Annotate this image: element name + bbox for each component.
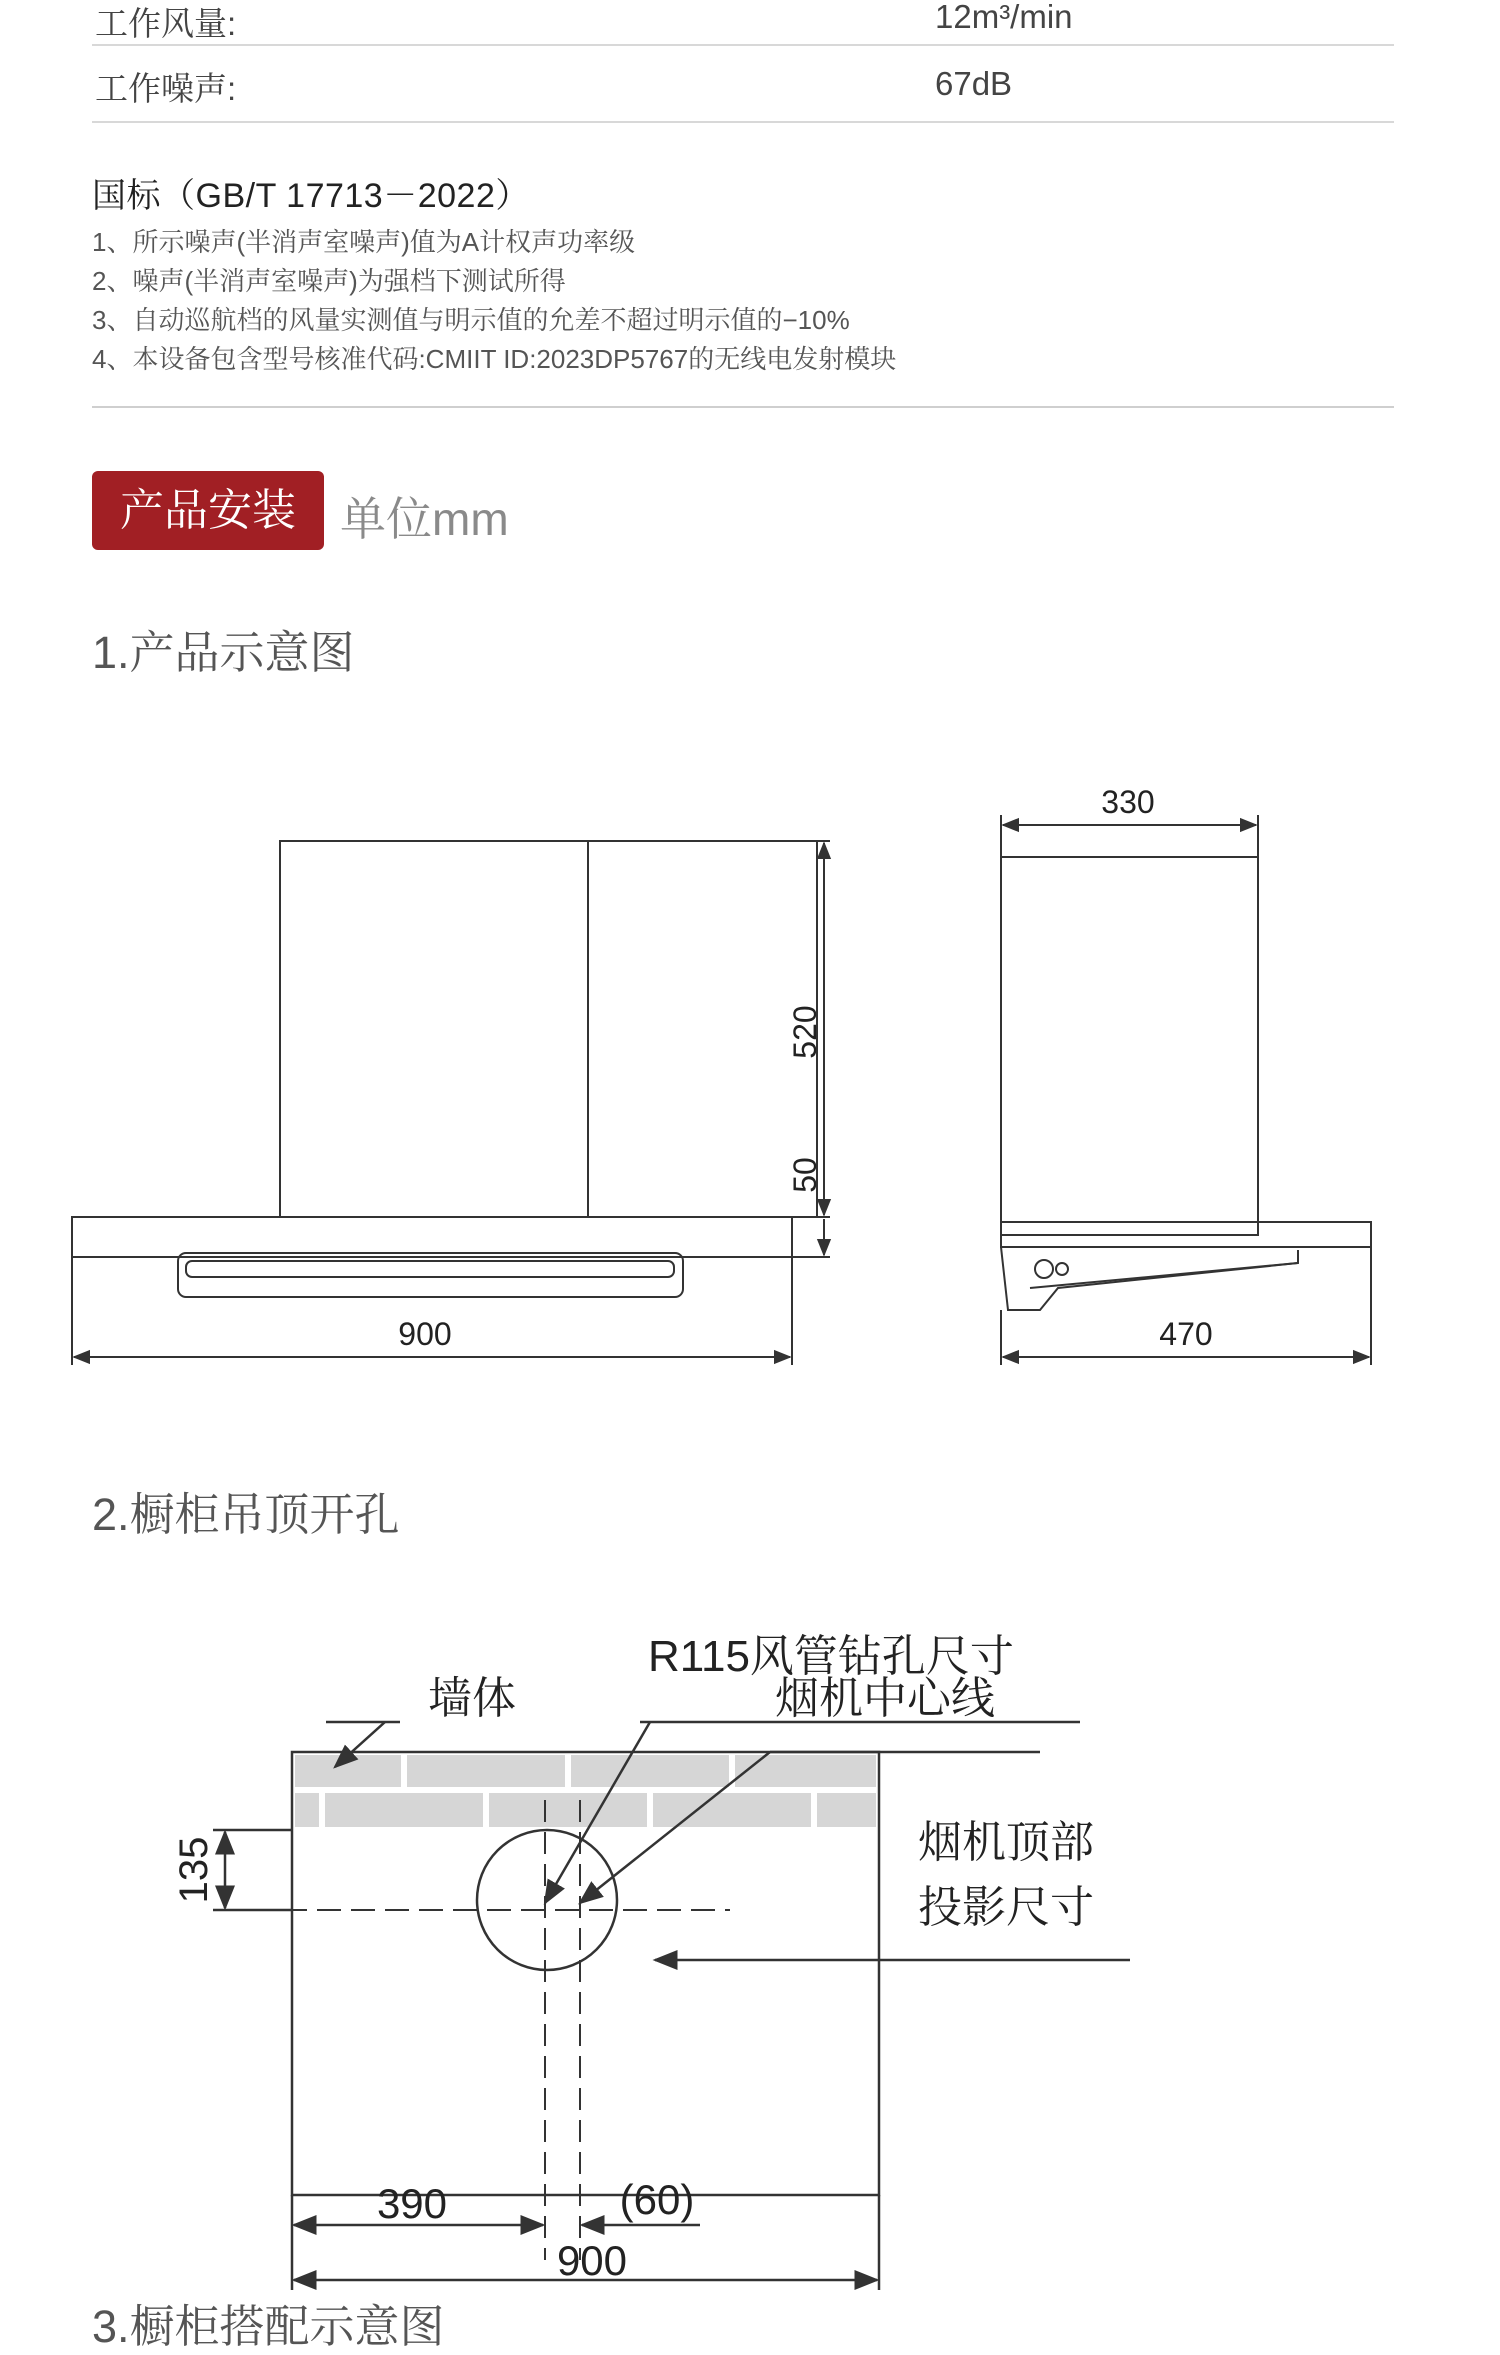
spec-row-airflow [92,0,1394,46]
projection-label: 烟机顶部 [918,1818,1094,1867]
unit-label: 单位mm [340,493,509,545]
spec-value: 67dB [935,65,1013,102]
standard-title: 国标（GB/T 17713－2022） [92,177,530,215]
section-heading: 2.橱柜吊顶开孔 [92,1489,400,1540]
projection-label: 投影尺寸 [918,1883,1094,1932]
total-dimension-label: 900 [556,2237,628,2284]
section-heading: 1.产品示意图 [92,627,355,678]
note-item: 1、所示噪声(半消声室噪声)值为A计权声功率级 [92,227,636,257]
duct-hole-label: R115风管钻孔尺寸 [648,1632,1014,1681]
section-heading: 3.橱柜搭配示意图 [92,2301,445,2352]
centerline-label: 烟机中心线 [775,1674,995,1723]
spec-value: 12m³/min [935,0,1073,35]
panel-height-label: 50 [787,1157,823,1193]
spec-label: 工作风量: [95,5,237,42]
shift-dimension-label: (60) [619,2176,695,2223]
left-dimension-label: 390 [376,2180,448,2227]
front-height-label: 520 [787,1005,823,1059]
product-diagram [0,760,1500,1360]
side-top-depth-label: 330 [1101,784,1155,820]
spec-label: 工作噪声: [95,70,237,107]
install-badge: 产品安装 [92,471,324,550]
cabinet-ceiling-diagram [0,1600,1500,2284]
side-bottom-depth-label: 470 [1159,1316,1213,1352]
front-width-label: 900 [398,1316,452,1352]
note-item: 2、噪声(半消声室噪声)为强档下测试所得 [92,266,566,296]
note-item: 4、本设备包含型号核准代码:CMIIT ID:2023DP5767的无线电发射模块 [92,344,897,374]
wall-label: 墙体 [428,1674,516,1723]
divider [92,406,1394,408]
spec-row-noise [92,45,1394,123]
offset-dimension-label: 135 [172,1836,216,1904]
note-item: 3、自动巡航档的风量实测值与明示值的允差不超过明示值的−10% [92,305,850,335]
